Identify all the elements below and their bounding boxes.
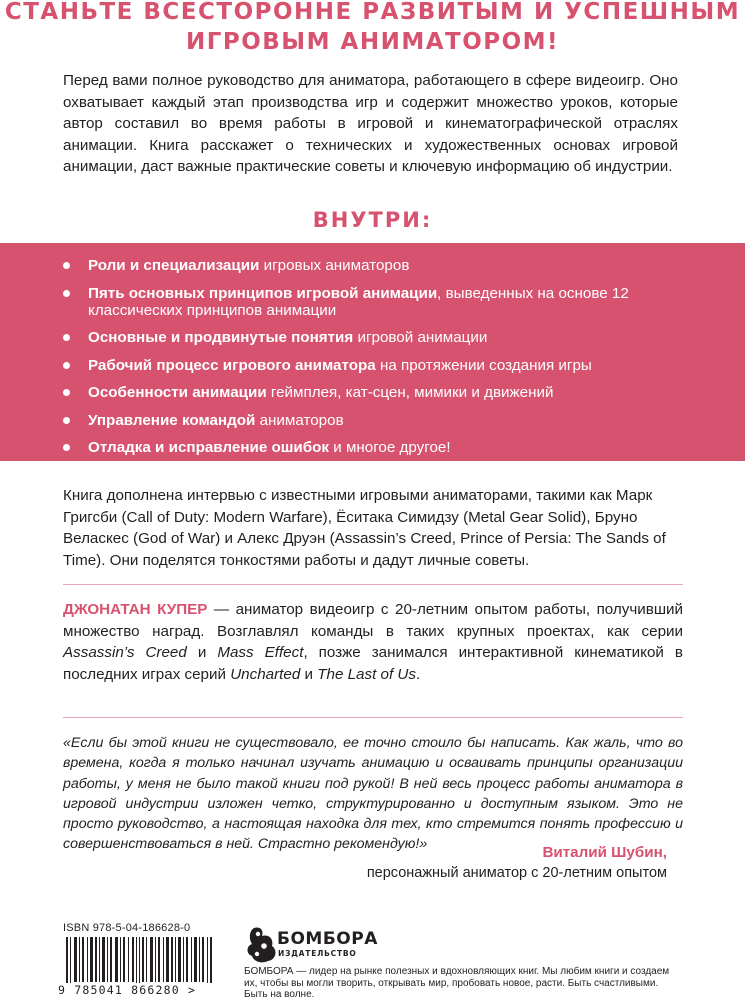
inside-item-text: игровых аниматоров (259, 257, 410, 274)
inside-item-bold: Рабочий процесс игрового аниматора (88, 356, 376, 374)
interviews-paragraph: Книга дополнена интервью с известными игровыми аниматорами, такими как Марк Григсби (Call of Duty: Modern Warfare), Ёситака Симидзу (Metal Gear Solid), Бруно Веласкес (God of War) и Алекс Друэн (Assassin’s Creed, Prince of Persia: The Sands of Time). Они поделятся тонкостями работы и дадут личные советы. (63, 487, 666, 569)
review-quote: «Если бы этой книги не существовало, ее точно стоило бы написать. Как жаль, что во времена, когда я только начинал изучать анимацию и осваивать принципы организации работы, у меня не было такой книги под рукой! В ней весь процесс работы аниматора в игровой индустрии изложен четко, структурированно и доступным языком. Это не просто руководство, а настоящая находка для тех, кто стремится понять профессию и совершенствоваться в ней. Страстно рекомендую!» (63, 735, 683, 853)
inside-item-bold: Роли и специализации (88, 257, 260, 274)
author-bio (63, 599, 683, 685)
inside-item (62, 257, 712, 274)
inside-list (62, 257, 712, 467)
inside-item (62, 357, 712, 374)
divider (63, 717, 683, 718)
barcode-digits: 9 785041 866280 > (58, 983, 223, 997)
inside-item-text: на протяжении создания игры (375, 356, 592, 374)
game-title: The Last of Us (317, 665, 416, 683)
author-text: , позже занимался интерактивной кинематикой в последних играх серий (63, 644, 683, 683)
divider (63, 584, 683, 585)
inside-item-bold: Пять основных принципов игровой анимации (88, 284, 438, 302)
inside-item-text: и многое другое! (329, 439, 451, 456)
author-text: . (415, 665, 421, 683)
inside-band (0, 243, 745, 461)
headline-line-1: СТАНЬТЕ ВСЕСТОРОННЕ РАЗВИТЫМ И УСПЕШНЫМ (4, 0, 741, 25)
bombora-logo-icon (244, 924, 278, 964)
isbn: ISBN 978-5-04-186628-0 (63, 922, 191, 934)
inside-item (62, 439, 712, 456)
intro-paragraph: Перед вами полное руководство для аниматора, работающего в сфере видеоигр. Оно охватывает каждый этап производства игр и содержит множество уроков, которые автор составил во время работы в игровой и кинематографической отраслях анимации. Книга расскажет о технических и художественных основах игровой анимации, даст важные практические советы и ключевую информацию об индустрии. (63, 72, 678, 176)
game-title: Assassin’s Creed (63, 644, 187, 662)
inside-item (62, 285, 712, 319)
game-title: Mass Effect (217, 644, 304, 662)
publisher-brand-sub: ИЗДАТЕЛЬСТВО (278, 949, 357, 958)
inside-item-text: игровой анимации (353, 329, 488, 346)
inside-item-bold: Особенности анимации (88, 384, 267, 401)
author-text: и (300, 665, 318, 683)
inside-item-bold: Отладка и исправление ошибок (88, 439, 330, 456)
publisher-text: БОМБОРА — лидер на рынке полезных и вдохновляющих книг. Мы любим книги и создаем их, чтобы вы могли творить, открывать мир, пробовать новое, расти. Быть счастливыми. Быть на волне. (244, 966, 670, 1000)
quote-author-role: персонажный аниматор с 20-летним опытом (366, 865, 667, 881)
barcode-icon (66, 937, 216, 987)
author-name: ДЖОНАТАН КУПЕР (63, 601, 208, 618)
inside-item-text: , выведенных на основе 12 классических принципов анимации (88, 284, 629, 319)
quote-author: Виталий Шубин, (542, 844, 667, 861)
inside-item (62, 384, 712, 401)
inside-item (62, 412, 712, 429)
inside-item-text: аниматоров (255, 411, 344, 429)
author-text: и (186, 644, 218, 662)
publisher-brand: БОМБОРА (277, 929, 378, 949)
inside-title: ВНУТРИ: (312, 208, 433, 232)
inside-item-bold: Управление командой (88, 411, 256, 429)
author-text: — аниматор видеоигр с 20-летним опытом работы, получивший множество наград. Возглавлял команды в таких крупных проектах, как серии (63, 601, 683, 640)
headline-line-2: ИГРОВЫМ АНИМАТОРОМ! (185, 29, 560, 55)
inside-item-bold: Основные и продвинутые понятия (88, 329, 354, 346)
inside-item (62, 329, 712, 346)
inside-item-text: геймплея, кат-сцен, мимики и движений (266, 384, 554, 401)
game-title: Uncharted (230, 665, 301, 683)
